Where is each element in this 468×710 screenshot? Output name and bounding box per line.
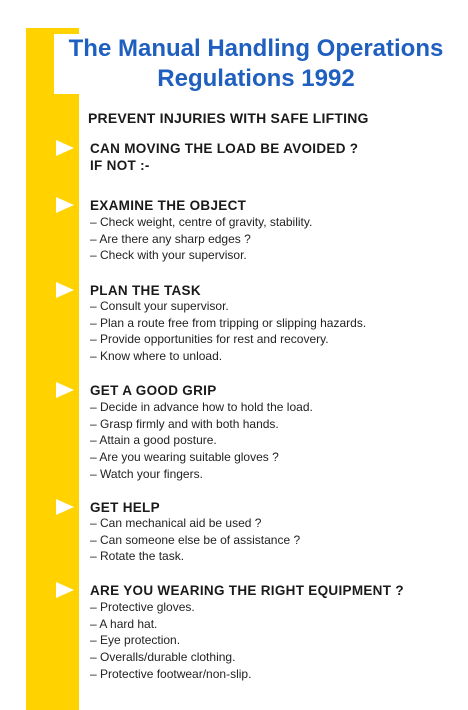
list-item: – Protective gloves. <box>90 600 195 614</box>
section-heading: PLAN THE TASK <box>90 283 201 298</box>
list-item: – Overalls/durable clothing. <box>90 650 236 665</box>
list-item: – Check weight, centre of gravity, stability. <box>90 215 313 229</box>
list-item: – Watch your fingers. <box>90 466 203 481</box>
list-item: – Can mechanical aid be used ? <box>90 516 262 530</box>
section-heading: CAN MOVING THE LOAD BE AVOIDED ? <box>90 141 359 156</box>
section-item-list <box>90 399 313 483</box>
list-item: – Can someone else be of assistance ? <box>90 532 301 547</box>
arrow-right-icon <box>56 499 74 515</box>
list-item: – Rotate the task. <box>90 549 185 564</box>
subtitle: PREVENT INJURIES WITH SAFE LIFTING <box>88 110 369 126</box>
arrow-right-icon <box>56 282 74 298</box>
yellow-side-band <box>26 28 79 710</box>
arrow-right-icon <box>56 197 74 213</box>
list-item: – Know where to unload. <box>90 349 223 364</box>
list-item: – Grasp firmly and with both hands. <box>90 416 279 431</box>
list-item: – Protective footwear/non-slip. <box>90 666 252 681</box>
list-item: – Plan a route free from tripping or slipping hazards. <box>90 315 367 330</box>
section-heading: GET A GOOD GRIP <box>90 383 217 398</box>
list-item: – Are there any sharp edges ? <box>90 231 251 246</box>
section-item-list <box>90 298 366 365</box>
list-item: – Attain a good posture. <box>90 433 217 448</box>
list-item: – Check with your supervisor. <box>90 248 247 263</box>
section-heading: ARE YOU WEARING THE RIGHT EQUIPMENT ? <box>90 583 404 598</box>
arrow-right-icon <box>56 140 74 156</box>
arrow-right-icon <box>56 382 74 398</box>
arrow-right-icon <box>56 582 74 598</box>
list-item: – Provide opportunities for rest and recovery. <box>90 332 329 347</box>
section-heading: EXAMINE THE OBJECT <box>90 198 247 213</box>
section-item-list <box>90 214 312 264</box>
section-item-list <box>90 515 300 565</box>
title-line-2: Regulations 1992 <box>157 65 355 92</box>
list-item: – Are you wearing suitable gloves ? <box>90 450 279 465</box>
page-title <box>54 34 458 94</box>
title-line-1: The Manual Handling Operations <box>68 35 444 62</box>
list-item: – Eye protection. <box>90 633 181 648</box>
section-heading: GET HELP <box>90 500 160 515</box>
section-heading-line-2: IF NOT :- <box>90 158 150 173</box>
list-item: – A hard hat. <box>90 616 158 631</box>
section-item-list <box>90 599 251 683</box>
list-item: – Decide in advance how to hold the load. <box>90 400 313 414</box>
list-item: – Consult your supervisor. <box>90 299 229 313</box>
